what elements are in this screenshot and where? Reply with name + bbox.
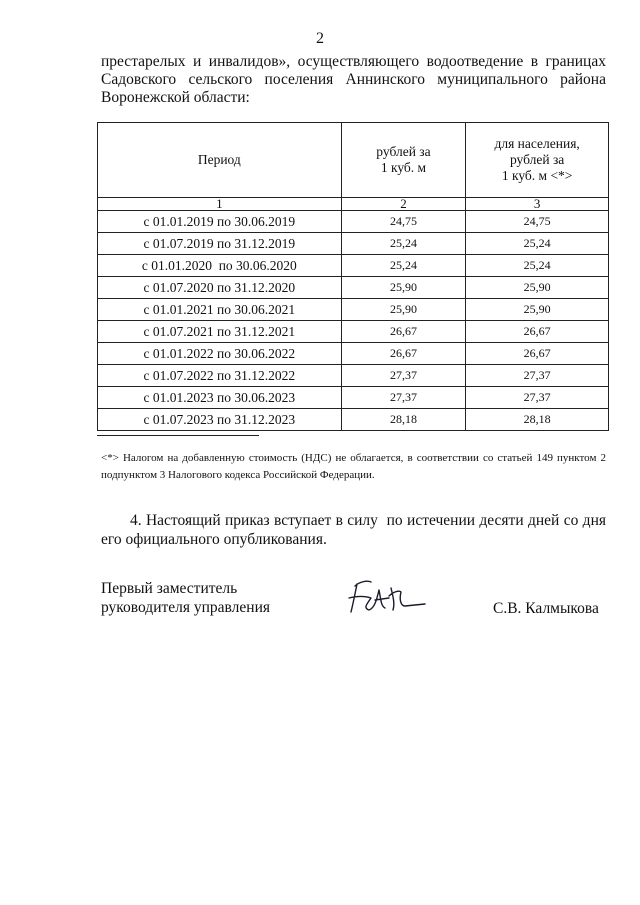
- population-rate-cell: 25,90: [466, 299, 609, 321]
- rate-cell: 25,24: [341, 255, 466, 277]
- signatory-name: С.В. Калмыкова: [493, 600, 599, 617]
- column-number: 1: [98, 198, 342, 211]
- footnote-text: <*> Налогом на добавленную стоимость (НДС) не облагается, в соответствии со статьей 149 пунктом 2 подпунктом 3 Налогового кодекса Российской Федерации.: [101, 452, 606, 481]
- table-row: [98, 233, 609, 255]
- period-cell: с 01.01.2023 по 30.06.2023: [98, 387, 342, 409]
- column-number: 3: [466, 198, 609, 211]
- table-row: [98, 277, 609, 299]
- table-row: [98, 299, 609, 321]
- header-population-line-2: рублей за: [509, 152, 565, 167]
- footnote-divider: [97, 435, 259, 436]
- intro-line-3: Воронежской области:: [101, 89, 250, 106]
- clause-4-line-1: 4. Настоящий приказ вступает в силу по истечении десяти дней со дня: [130, 512, 606, 529]
- population-rate-cell: 27,37: [466, 365, 609, 387]
- page-number: 2: [316, 30, 324, 47]
- rate-cell: 25,90: [341, 277, 466, 299]
- column-number-row: [98, 198, 609, 211]
- column-number: 2: [341, 198, 466, 211]
- population-rate-cell: 26,67: [466, 321, 609, 343]
- signatory-title: [101, 579, 270, 617]
- rate-cell: 28,18: [341, 409, 466, 431]
- intro-line-2: Садовского сельского поселения Аннинского муниципального района: [101, 71, 606, 88]
- population-rate-cell: 25,24: [466, 233, 609, 255]
- table-row: [98, 387, 609, 409]
- period-cell: с 01.01.2021 по 30.06.2021: [98, 299, 342, 321]
- rate-cell: 24,75: [341, 211, 466, 233]
- signatory-title-line-1: Первый заместитель: [101, 580, 238, 597]
- clause-4: [101, 511, 606, 549]
- rate-cell: 27,37: [341, 365, 466, 387]
- header-period: Период: [98, 123, 342, 198]
- population-rate-cell: 25,90: [466, 277, 609, 299]
- period-cell: с 01.07.2019 по 31.12.2019: [98, 233, 342, 255]
- table-row: [98, 211, 609, 233]
- intro-paragraph: [101, 53, 606, 107]
- period-cell: с 01.07.2022 по 31.12.2022: [98, 365, 342, 387]
- tariff-table: [97, 122, 609, 431]
- period-cell: с 01.01.2019 по 30.06.2019: [98, 211, 342, 233]
- handwritten-signature: [345, 578, 429, 618]
- header-population: [466, 123, 609, 198]
- population-rate-cell: 25,24: [466, 255, 609, 277]
- header-population-line-1: для населения,: [494, 136, 580, 151]
- period-cell: с 01.01.2022 по 30.06.2022: [98, 343, 342, 365]
- table-header-row: [98, 123, 609, 198]
- rate-cell: 25,90: [341, 299, 466, 321]
- table-row: [98, 365, 609, 387]
- population-rate-cell: 28,18: [466, 409, 609, 431]
- header-population-line-3: 1 куб. м <*>: [501, 168, 573, 183]
- rate-cell: 26,67: [341, 343, 466, 365]
- rate-cell: 26,67: [341, 321, 466, 343]
- signatory-title-line-2: руководителя управления: [101, 599, 271, 616]
- period-cell: с 01.07.2023 по 31.12.2023: [98, 409, 342, 431]
- period-cell: с 01.07.2021 по 31.12.2021: [98, 321, 342, 343]
- rate-cell: 27,37: [341, 387, 466, 409]
- table-row: [98, 321, 609, 343]
- population-rate-cell: 27,37: [466, 387, 609, 409]
- clause-4-line-2: его официального опубликования.: [101, 531, 327, 548]
- intro-line-1: престарелых и инвалидов», осуществляющего водоотведение в границах: [101, 53, 606, 70]
- header-rate-line-2: 1 куб. м: [380, 160, 427, 175]
- table-row: [98, 255, 609, 277]
- header-rate: [341, 123, 466, 198]
- population-rate-cell: 26,67: [466, 343, 609, 365]
- table-row: [98, 409, 609, 431]
- table-row: [98, 343, 609, 365]
- period-cell: с 01.01.2020 по 30.06.2020: [98, 255, 342, 277]
- period-cell: с 01.07.2020 по 31.12.2020: [98, 277, 342, 299]
- header-rate-line-1: рублей за: [376, 144, 431, 159]
- rate-cell: 25,24: [341, 233, 466, 255]
- population-rate-cell: 24,75: [466, 211, 609, 233]
